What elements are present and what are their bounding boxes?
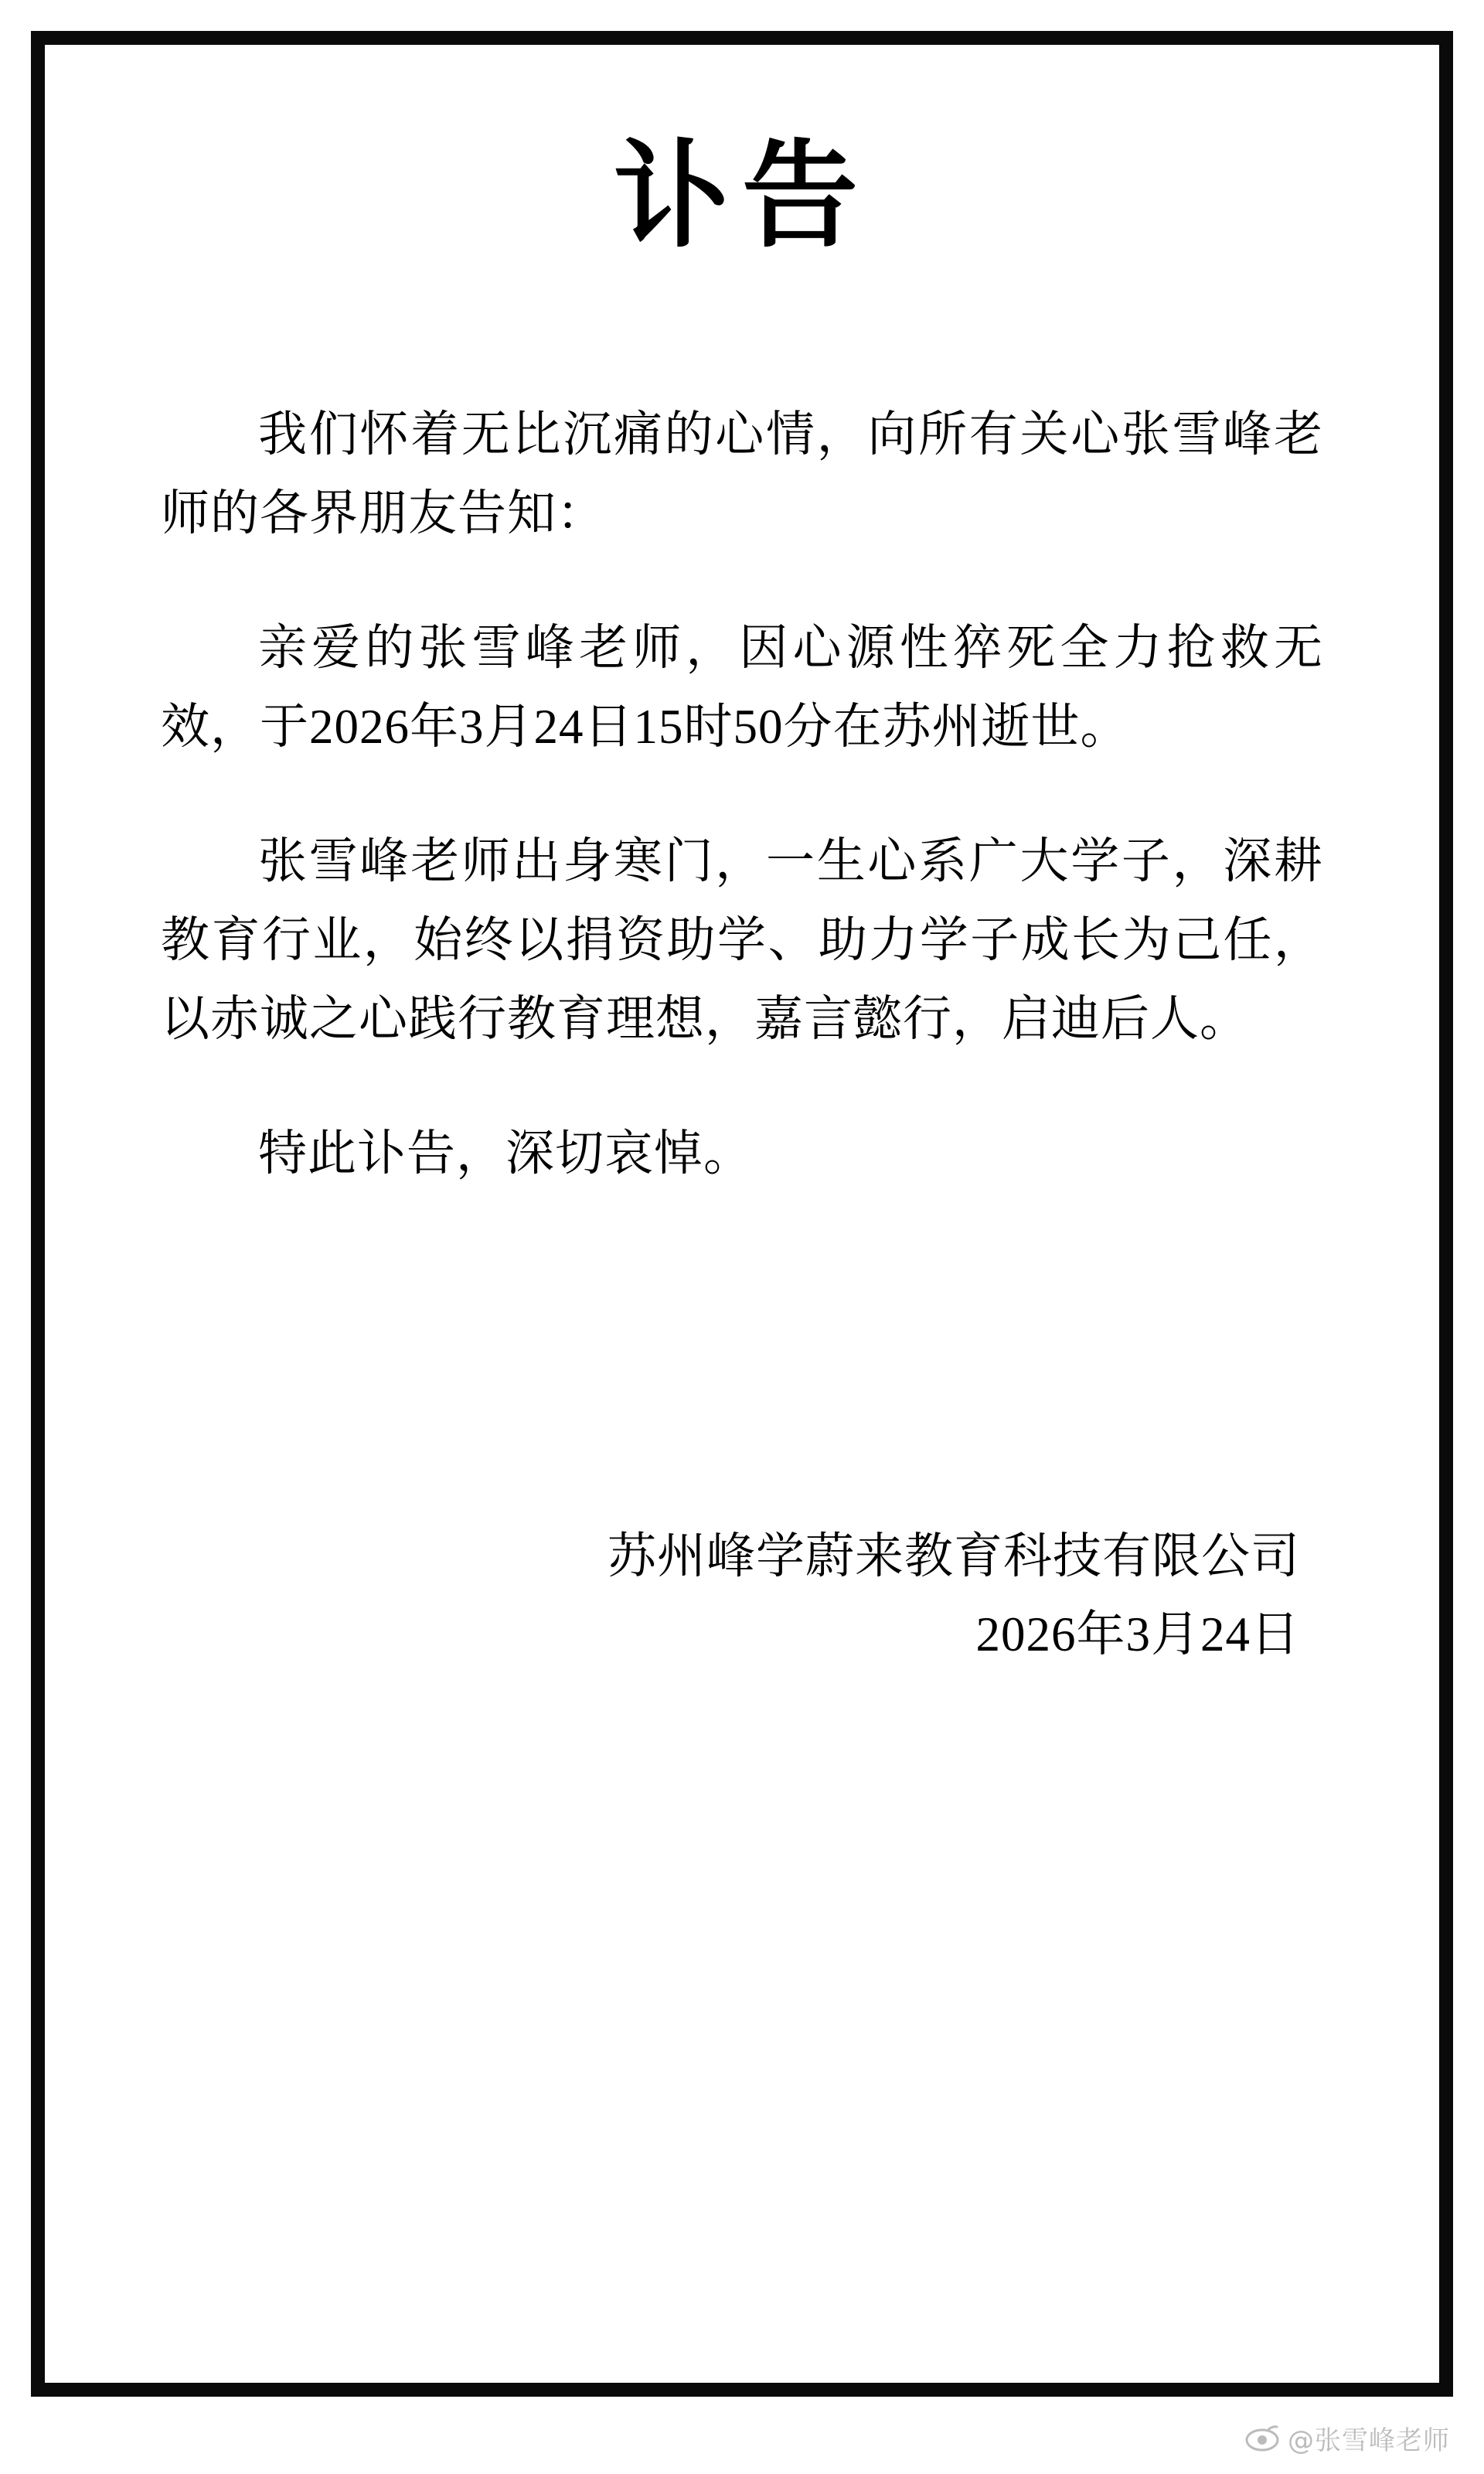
weibo-eye-icon [1244,2425,1280,2452]
weibo-watermark [1244,2419,1450,2457]
paragraph-passing-details: 亲爱的张雪峰老师，因心源性猝死全力抢救无效，于2026年3月24日15时50分在苏州逝世。 [161,620,1323,754]
spacer [161,1193,1323,1518]
paragraph-announcement: 我们怀着无比沉痛的心情，向所有关心张雪峰老师的各界朋友告知： [161,407,1323,540]
signature-organization: 苏州峰学蔚来教育科技有限公司 [608,1528,1300,1583]
signature-date: 2026年3月24日 [975,1607,1300,1661]
weibo-handle: @张雪峰老师 [1288,2425,1450,2456]
page-title: 讣告 [613,129,870,264]
notice-content [45,45,1439,2383]
signature-block [161,1518,1323,1674]
paragraph-biography: 张雪峰老师出身寒门，一生心系广大学子，深耕教育行业，始终以捐资助学、助力学子成长为己任，以赤诚之心践行教育理想，嘉言懿行，启迪后人。 [161,833,1323,1046]
notice-card [31,31,1453,2397]
paragraph-closing: 特此讣告，深切哀悼。 [258,1126,753,1181]
